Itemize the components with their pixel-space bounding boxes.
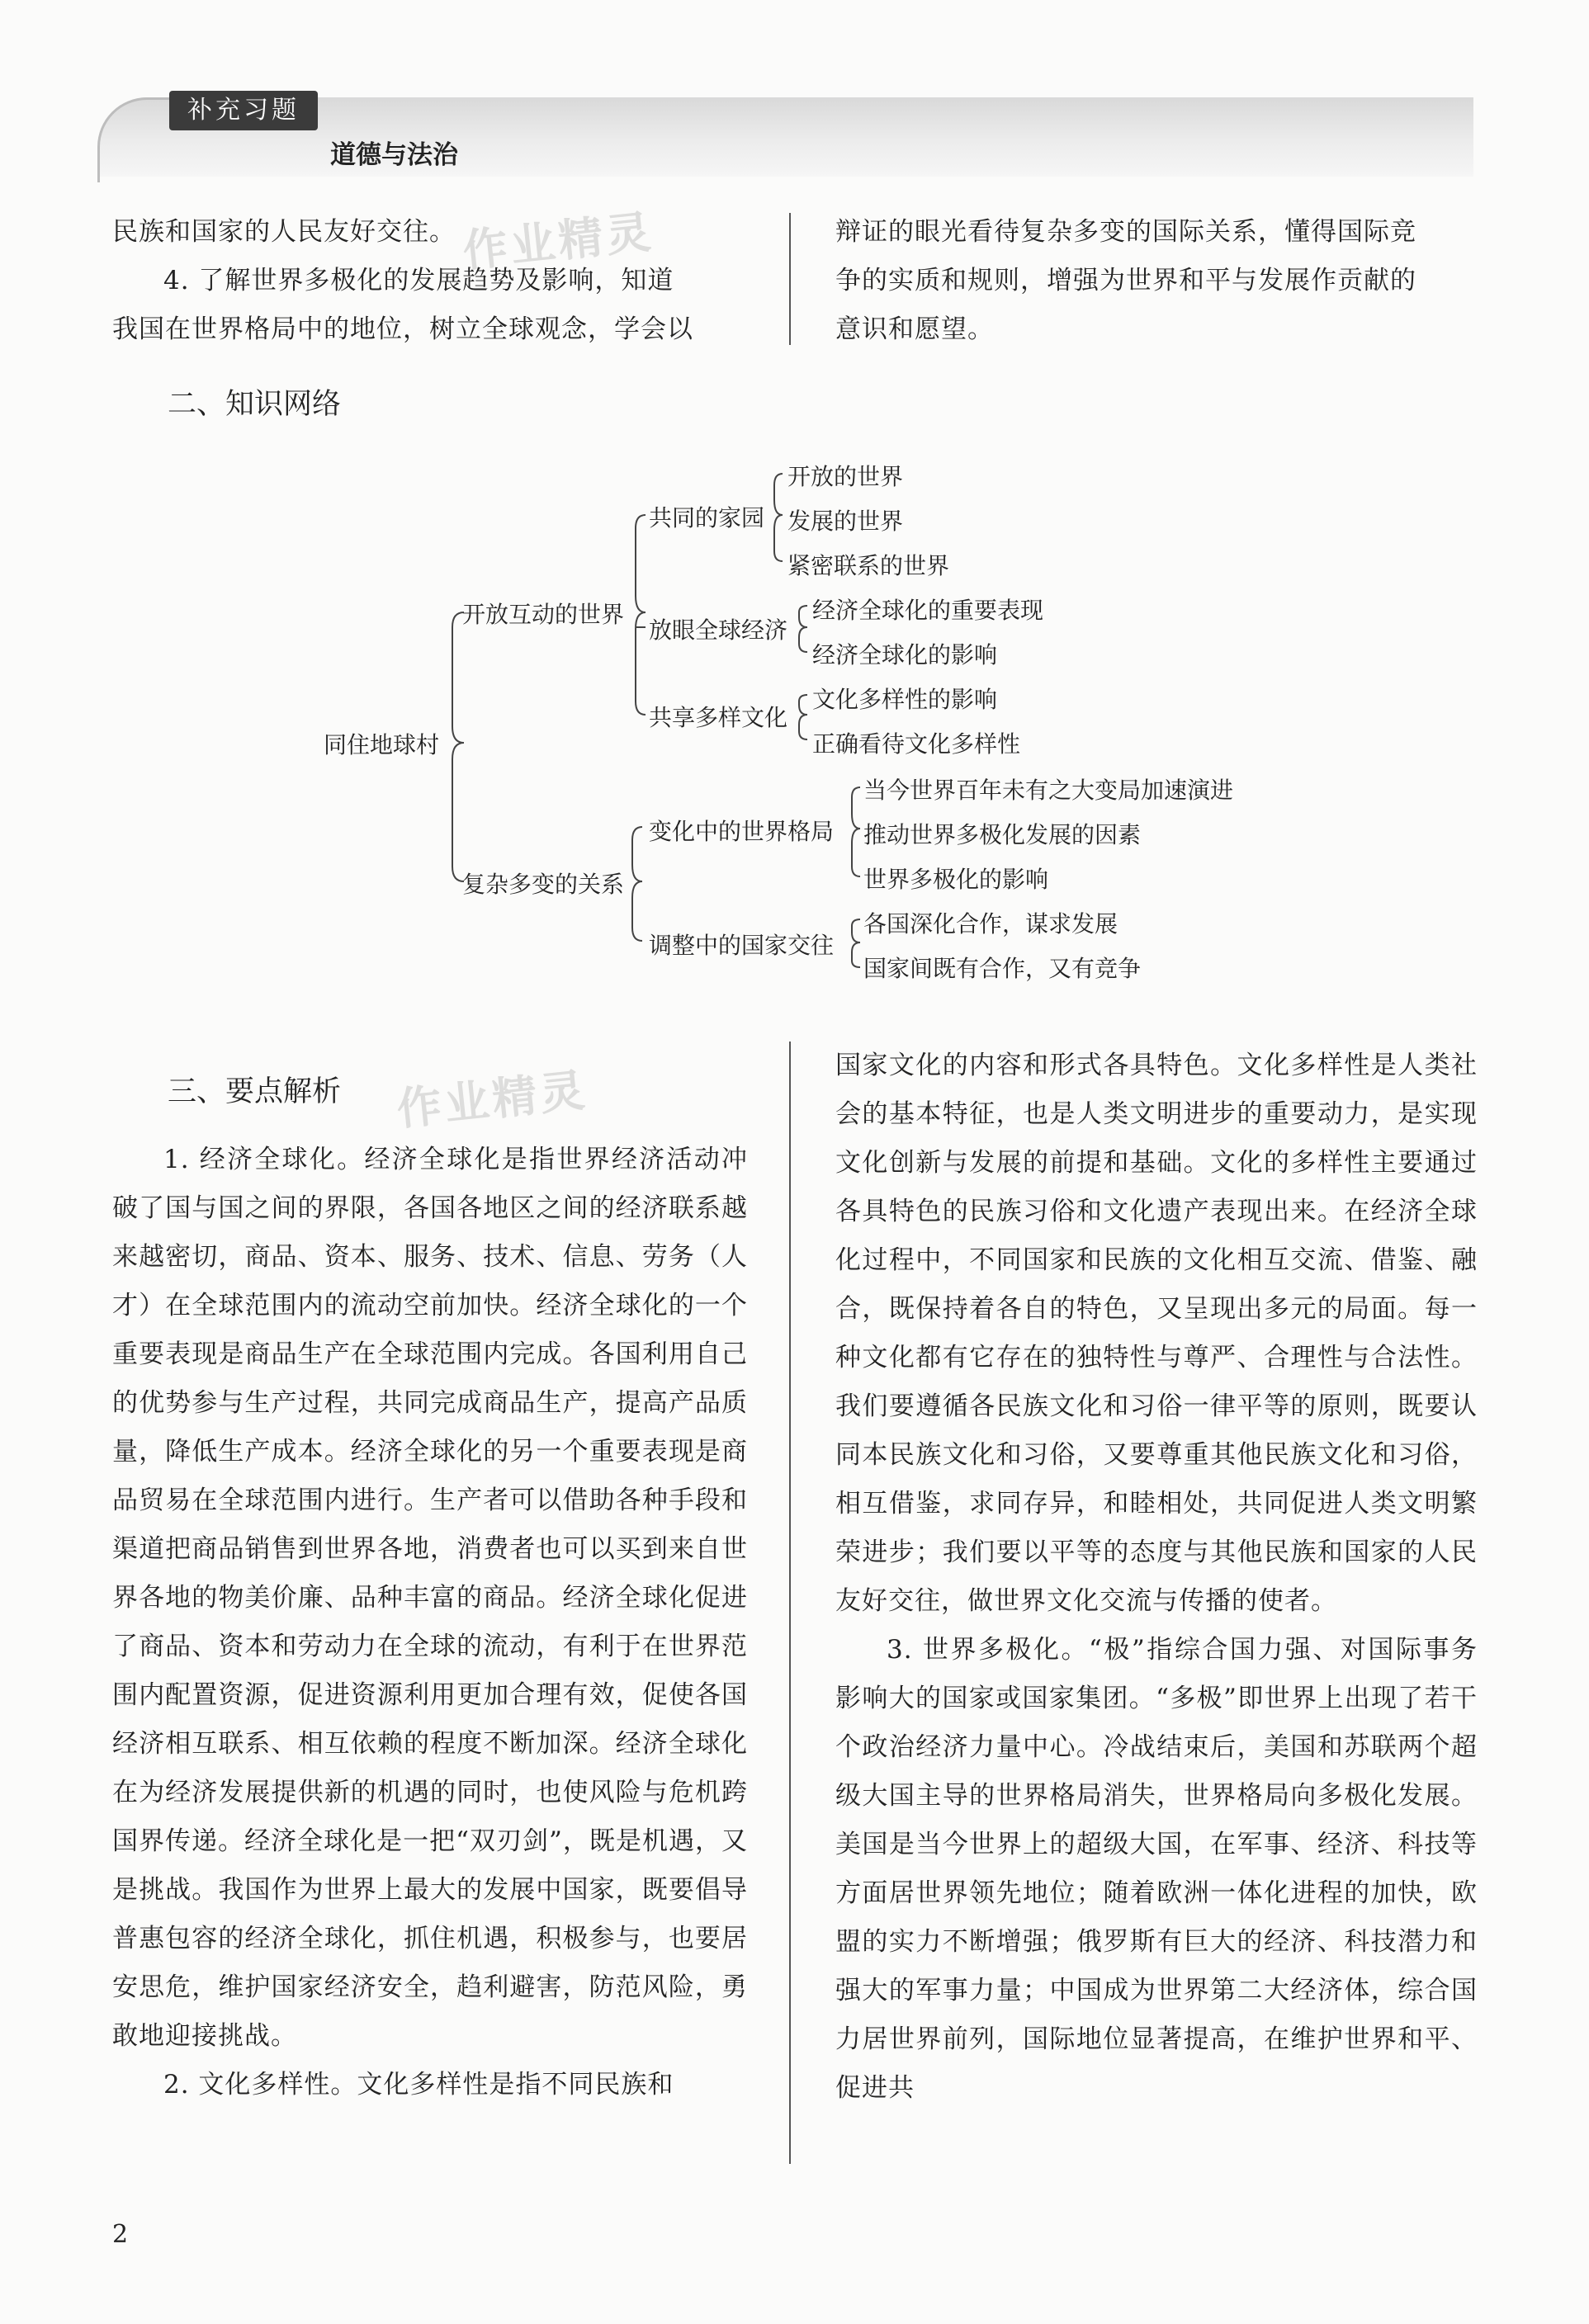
tree-leaf: 正确看待文化多样性 <box>812 730 1021 758</box>
paragraph-economic-globalization: 1. 经济全球化。经济全球化是指世界经济活动冲破了国与国之间的界限，各国各地区之间的经济联系越来越密切，商品、资本、服务、技术、信息、劳务（人才）在全球范围内的流动空前加快。经济全球化的一个重要表现是商品生产在全球范围内完成。各国利用自己的优势参与生产过程，共同完成商品生产，提高产品质量，降低生产成本。经济全球化的另一个重要表现是商品贸易在全球范围内进行。生产者可以借助各种手段和渠道把商品销售到世界各地，消费者也可以买到来自世界各地的物美价廉、品种丰富的商品。经济全球化促进了商品、资本和劳动力在全球的流动，有利于在世界范围内配置资源，促进资源利用更加合理有效，促使各国经济相互联系、相互依赖的程度不断加深。经济全球化在为经济发展提供新的机遇的同时，也使风险与危机跨国界传递。经济全球化是一把“双刃剑”，既是机遇，又是挑战。我国作为世界上最大的发展中国家，既要倡导普惠包容的经济全球化，抓住机遇，积极参与，也要居安思危，维护国家经济安全，趋利避害，防范风险，勇敢地迎接挑战。 <box>112 1145 748 2051</box>
text-line: 辩证的眼光看待复杂多变的国际关系，懂得国际竞 <box>835 217 1416 247</box>
text-line: 民族和国家的人民友好交往。 <box>112 217 456 247</box>
page-number: 2 <box>112 2220 129 2249</box>
watermark: 作业精灵 <box>394 1064 591 1136</box>
tree-leaf: 经济全球化的影响 <box>812 641 998 668</box>
text-line: 我国在世界格局中的地位，树立全球观念，学会以 <box>112 314 693 344</box>
tree-sub-common-home: 共同的家园 <box>649 504 765 531</box>
tree-leaf: 推动世界多极化发展的因素 <box>863 821 1142 848</box>
tree-leaf: 世界多极化的影响 <box>863 866 1049 893</box>
tree-leaf: 开放的世界 <box>787 463 904 490</box>
tree-sub-global-economy: 放眼全球经济 <box>649 616 788 644</box>
key-points-left-column <box>112 1136 748 2109</box>
tree-branch-open-world: 开放互动的世界 <box>462 601 625 628</box>
section-heading-knowledge-network: 二、知识网络 <box>168 388 342 421</box>
tree-leaf: 国家间既有合作，又有竞争 <box>863 955 1142 982</box>
tree-leaf: 文化多样性的影响 <box>812 686 998 713</box>
watermark: 作业精灵 <box>460 205 657 277</box>
paragraph-cultural-diversity-cont: 国家文化的内容和形式各具特色。文化多样性是人类社会的基本特征，也是人类文明进步的重要动力，是实现文化创新与发展的前提和基础。文化的多样性主要通过各具特色的民族习俗和文化遗产表现出来。在经济全球化过程中，不同国家和民族的文化相互交流、借鉴、融合，既保持着各自的特色，又呈现出多元的局面。每一种文化都有它存在的独特性与尊严、合理性与合法性。我们要遵循各民族文化和习俗一律平等的原则，既要认同本民族文化和习俗，又要尊重其他民族文化和习俗，相互借鉴，求同存异，和睦相处，共同促进人类文明繁荣进步；我们要以平等的态度与其他民族和国家的人民友好交往，做世界文化交流与传播的使者。 <box>835 1051 1478 1616</box>
text-line: 4. 了解世界多极化的发展趋势及影响，知道 <box>163 266 674 295</box>
text-line: 意识和愿望。 <box>835 314 994 344</box>
tree-root: 同住地球村 <box>324 731 440 758</box>
paragraph-cultural-diversity-start: 2. 文化多样性。文化多样性是指不同民族和 <box>163 2070 674 2100</box>
tree-leaf: 当今世界百年未有之大变局加速演进 <box>863 777 1234 804</box>
tree-leaf: 经济全球化的重要表现 <box>812 597 1044 624</box>
key-points-right-column <box>835 1042 1478 2113</box>
header-tab: 补充习题 <box>169 91 318 130</box>
paragraph-world-multipolarity: 3. 世界多极化。“极”指综合国力强、对国际事务影响大的国家或国家集团。“多极”即世界上出现了若干个政治经济力量中心。冷战结束后，美国和苏联两个超级大国主导的世界格局消失，世界格局向多极化发展。美国是当今世界上的超级大国，在军事、经济、科技等方面居世界领先地位；随着欧洲一体化进程的加快，欧盟的实力不断增强；俄罗斯有巨大的经济、科技潜力和强大的军事力量；中国成为世界第二大经济体，综合国力居世界前列，国际地位显著提高，在维护世界和平、促进共 <box>835 1635 1478 2103</box>
text-line: 争的实质和规则，增强为世界和平与发展作贡献的 <box>835 266 1416 295</box>
tree-leaf: 各国深化合作，谋求发展 <box>863 910 1118 938</box>
tree-leaf: 发展的世界 <box>787 508 904 535</box>
tree-sub-world-pattern: 变化中的世界格局 <box>649 818 835 845</box>
tree-sub-shared-culture: 共享多样文化 <box>649 704 788 731</box>
column-divider <box>789 1042 791 2164</box>
tree-sub-state-relations: 调整中的国家交往 <box>649 932 835 959</box>
tree-leaf: 紧密联系的世界 <box>787 552 950 579</box>
tree-branch-complex-relations: 复杂多变的关系 <box>462 871 625 898</box>
header-subject: 道德与法治 <box>330 140 458 170</box>
section-heading-key-points: 三、要点解析 <box>168 1075 342 1108</box>
